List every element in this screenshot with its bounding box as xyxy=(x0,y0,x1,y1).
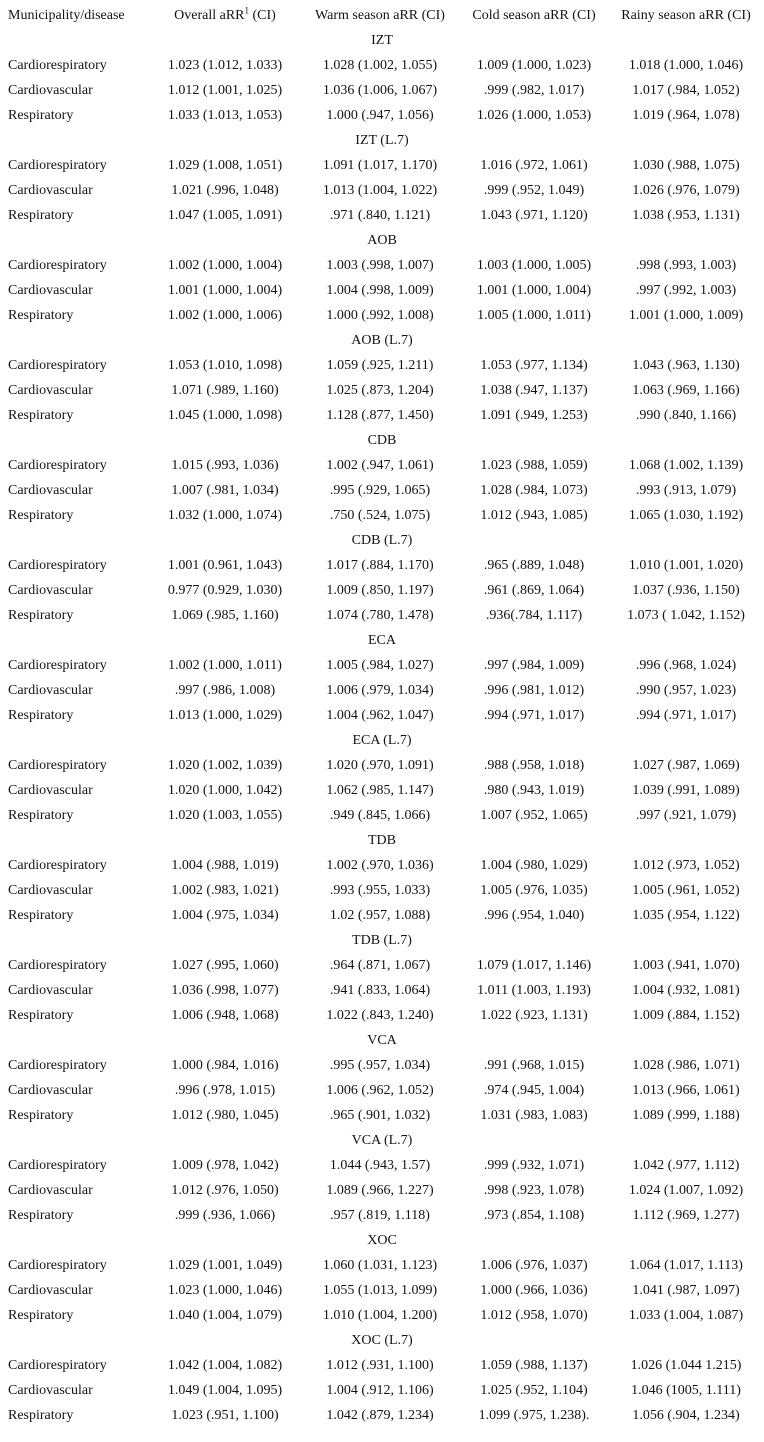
table-body xyxy=(0,28,764,1428)
header-row xyxy=(0,3,764,28)
value-cell: 1.012 (.943, 1.085) xyxy=(480,507,588,523)
section-header: IZT (L.7) xyxy=(355,132,409,148)
disease-cell: Cardiorespiratory xyxy=(8,757,107,773)
value-cell: 1.001 (0.961, 1.043) xyxy=(167,557,283,573)
section-header: CDB xyxy=(367,432,397,448)
value-cell: 1.079 (1.017, 1.146) xyxy=(476,957,592,973)
value-cell: 1.002 (1.000, 1.006) xyxy=(167,307,283,323)
value-cell: 1.003 (.998, 1.007) xyxy=(326,257,434,273)
value-cell: 1.009 (.884, 1.152) xyxy=(632,1007,740,1023)
value-cell: 1.020 (1.000, 1.042) xyxy=(167,782,283,798)
value-cell: 1.026 (1.000, 1.053) xyxy=(476,107,592,123)
value-cell: 1.059 (.988, 1.137) xyxy=(480,1357,588,1373)
disease-cell: Cardiorespiratory xyxy=(8,57,107,73)
value-cell: .996 (.978, 1.015) xyxy=(174,1082,276,1098)
value-cell: 1.044 (.943, 1.57) xyxy=(329,1157,431,1173)
value-cell: .998 (.993, 1.003) xyxy=(635,257,737,273)
value-cell: 1.042 (1.004, 1.082) xyxy=(167,1357,283,1373)
table-row xyxy=(0,1053,764,1078)
value-cell: 1.049 (1.004, 1.095) xyxy=(167,1382,283,1398)
disease-cell: Respiratory xyxy=(8,907,74,923)
disease-cell: Cardiovascular xyxy=(8,1382,93,1398)
disease-cell: Respiratory xyxy=(8,307,74,323)
value-cell: 1.036 (.998, 1.077) xyxy=(171,982,279,998)
value-cell: 1.036 (1.006, 1.067) xyxy=(322,82,438,98)
value-cell: 1.040 (1.004, 1.079) xyxy=(167,1307,283,1323)
table-row xyxy=(0,1303,764,1328)
value-cell: 1.001 (1.000, 1.004) xyxy=(167,282,283,298)
value-cell: 1.037 (.936, 1.150) xyxy=(632,582,740,598)
value-cell: 1.009 (1.000, 1.023) xyxy=(476,57,592,73)
disease-cell: Cardiorespiratory xyxy=(8,357,107,373)
value-cell: 1.091 (.949, 1.253) xyxy=(480,407,588,423)
header-overall-arr-ci: (CI) xyxy=(249,7,276,23)
disease-cell: Cardiovascular xyxy=(8,782,93,798)
value-cell: .996 (.968, 1.024) xyxy=(635,657,737,673)
value-cell: 1.043 (.971, 1.120) xyxy=(480,207,588,223)
value-cell: 1.033 (1.013, 1.053) xyxy=(167,107,283,123)
value-cell: .991 (.968, 1.015) xyxy=(483,1057,585,1073)
value-cell: 1.012 (.973, 1.052) xyxy=(632,857,740,873)
table-row xyxy=(0,953,764,978)
value-cell: 1.030 (.988, 1.075) xyxy=(632,157,740,173)
value-cell: 1.002 (1.000, 1.011) xyxy=(168,657,282,673)
value-cell: 1.023 (1.012, 1.033) xyxy=(167,57,283,73)
table-row xyxy=(0,778,764,803)
value-cell: 1.000 (.966, 1.036) xyxy=(480,1282,588,1298)
value-cell: .997 (.992, 1.003) xyxy=(635,282,737,298)
table-row xyxy=(0,853,764,878)
footnote-marker: 1 xyxy=(244,4,250,15)
value-cell: .964 (.871, 1.067) xyxy=(329,957,431,973)
table-row xyxy=(0,378,764,403)
value-cell: .941 (.833, 1.064) xyxy=(329,982,431,998)
value-cell: 1.046 (1005, 1.111) xyxy=(631,1382,741,1398)
value-cell: .994 (.971, 1.017) xyxy=(635,707,737,723)
table-row xyxy=(0,653,764,678)
table-row xyxy=(0,578,764,603)
value-cell: 1.071 (.989, 1.160) xyxy=(171,382,279,398)
section-row xyxy=(0,1128,764,1153)
value-cell: 1.035 (.954, 1.122) xyxy=(632,907,740,923)
value-cell: 1.004 (.980, 1.029) xyxy=(480,857,588,873)
table-row xyxy=(0,278,764,303)
section-row xyxy=(0,628,764,653)
value-cell: 1.099 (.975, 1.238). xyxy=(478,1407,590,1423)
value-cell: 1.056 (.904, 1.234) xyxy=(632,1407,740,1423)
value-cell: .996 (.981, 1.012) xyxy=(483,682,585,698)
table-row xyxy=(0,603,764,628)
header-cold-season-arr: Cold season aRR (CI) xyxy=(472,7,596,23)
value-cell: 1.003 (.941, 1.070) xyxy=(632,957,740,973)
value-cell: 1.002 (.947, 1.061) xyxy=(326,457,434,473)
disease-cell: Respiratory xyxy=(8,207,74,223)
value-cell: .993 (.955, 1.033) xyxy=(329,882,431,898)
table-row xyxy=(0,803,764,828)
disease-cell: Cardiovascular xyxy=(8,682,93,698)
value-cell: .936(.784, 1.117) xyxy=(485,607,583,623)
value-cell: 1.02 (.957, 1.088) xyxy=(329,907,431,923)
table-row xyxy=(0,303,764,328)
value-cell: .990 (.957, 1.023) xyxy=(635,682,737,698)
section-row xyxy=(0,528,764,553)
disease-cell: Cardiorespiratory xyxy=(8,557,107,573)
value-cell: 1.012 (.958, 1.070) xyxy=(480,1307,588,1323)
value-cell: 1.063 (.969, 1.166) xyxy=(632,382,740,398)
value-cell: 1.018 (1.000, 1.046) xyxy=(628,57,744,73)
value-cell: 1.005 (.961, 1.052) xyxy=(632,882,740,898)
value-cell: 1.003 (1.000, 1.005) xyxy=(476,257,592,273)
disease-cell: Respiratory xyxy=(8,1307,74,1323)
disease-cell: Cardiovascular xyxy=(8,82,93,98)
value-cell: .995 (.929, 1.065) xyxy=(329,482,431,498)
value-cell: 1.038 (.947, 1.137) xyxy=(480,382,588,398)
value-cell: 1.002 (.983, 1.021) xyxy=(171,882,279,898)
section-row xyxy=(0,128,764,153)
value-cell: 1.041 (.987, 1.097) xyxy=(632,1282,740,1298)
disease-cell: Cardiovascular xyxy=(8,882,93,898)
value-cell: .965 (.901, 1.032) xyxy=(329,1107,431,1123)
value-cell: 1.009 (.978, 1.042) xyxy=(171,1157,279,1173)
value-cell: 1.032 (1.000, 1.074) xyxy=(167,507,283,523)
table-row xyxy=(0,353,764,378)
value-cell: 1.074 (.780, 1.478) xyxy=(326,607,434,623)
disease-cell: Cardiorespiratory xyxy=(8,657,107,673)
section-header: ECA (L.7) xyxy=(352,732,412,748)
table-row xyxy=(0,753,764,778)
section-row xyxy=(0,828,764,853)
value-cell: 1.004 (.932, 1.081) xyxy=(632,982,740,998)
value-cell: 1.028 (.986, 1.071) xyxy=(632,1057,740,1073)
value-cell: 1.060 (1.031, 1.123) xyxy=(322,1257,438,1273)
disease-cell: Respiratory xyxy=(8,407,74,423)
table-row xyxy=(0,703,764,728)
value-cell: 1.004 (.975, 1.034) xyxy=(171,907,279,923)
disease-cell: Respiratory xyxy=(8,607,74,623)
value-cell: 1.038 (.953, 1.131) xyxy=(632,207,740,223)
value-cell: 1.059 (.925, 1.211) xyxy=(326,357,434,373)
table-row xyxy=(0,153,764,178)
disease-cell: Respiratory xyxy=(8,507,74,523)
section-header: TDB (L.7) xyxy=(352,932,412,948)
disease-cell: Cardiorespiratory xyxy=(8,1357,107,1373)
value-cell: 1.065 (1.030, 1.192) xyxy=(628,507,744,523)
value-cell: 1.004 (.988, 1.019) xyxy=(171,857,279,873)
value-cell: .994 (.971, 1.017) xyxy=(483,707,585,723)
value-cell: 1.069 (.985, 1.160) xyxy=(171,607,279,623)
value-cell: 1.009 (.850, 1.197) xyxy=(326,582,434,598)
table-row xyxy=(0,1203,764,1228)
value-cell: .997 (.986, 1.008) xyxy=(174,682,276,698)
value-cell: 1.068 (1.002, 1.139) xyxy=(628,457,744,473)
table-row xyxy=(0,178,764,203)
value-cell: 1.042 (.879, 1.234) xyxy=(326,1407,434,1423)
header-warm-season-arr: Warm season aRR (CI) xyxy=(315,7,445,23)
value-cell: 1.005 (1.000, 1.011) xyxy=(477,307,591,323)
value-cell: 1.023 (.988, 1.059) xyxy=(480,457,588,473)
value-cell: 1.001 (1.000, 1.009) xyxy=(628,307,744,323)
section-header: TDB xyxy=(368,832,396,848)
disease-cell: Respiratory xyxy=(8,807,74,823)
section-row xyxy=(0,1328,764,1353)
value-cell: .999 (.932, 1.071) xyxy=(483,1157,585,1173)
value-cell: 1.013 (1.004, 1.022) xyxy=(322,182,438,198)
disease-cell: Cardiovascular xyxy=(8,1182,93,1198)
value-cell: 1.055 (1.013, 1.099) xyxy=(322,1282,438,1298)
value-cell: 1.012 (.931, 1.100) xyxy=(326,1357,434,1373)
value-cell: 0.977 (0.929, 1.030) xyxy=(167,582,283,598)
value-cell: 1.128 (.877, 1.450) xyxy=(326,407,434,423)
value-cell: .990 (.840, 1.166) xyxy=(635,407,737,423)
value-cell: 1.025 (.873, 1.204) xyxy=(326,382,434,398)
section-header: CDB (L.7) xyxy=(351,532,413,548)
section-header: ECA xyxy=(368,632,396,648)
value-cell: 1.091 (1.017, 1.170) xyxy=(322,157,438,173)
disease-cell: Cardiovascular xyxy=(8,182,93,198)
table-row xyxy=(0,478,764,503)
value-cell: .957 (.819, 1.118) xyxy=(330,1207,430,1223)
table-row xyxy=(0,253,764,278)
value-cell: .750 (.524, 1.075) xyxy=(329,507,431,523)
table-row xyxy=(0,553,764,578)
disease-cell: Cardiorespiratory xyxy=(8,1257,107,1273)
value-cell: .961 (.869, 1.064) xyxy=(483,582,585,598)
value-cell: .965 (.889, 1.048) xyxy=(483,557,585,573)
disease-cell: Respiratory xyxy=(8,1407,74,1423)
value-cell: 1.020 (1.003, 1.055) xyxy=(167,807,283,823)
disease-cell: Cardiovascular xyxy=(8,482,93,498)
value-cell: 1.020 (.970, 1.091) xyxy=(326,757,434,773)
section-header: VCA xyxy=(367,1032,397,1048)
value-cell: 1.062 (.985, 1.147) xyxy=(326,782,434,798)
value-cell: 1.005 (.984, 1.027) xyxy=(326,657,434,673)
value-cell: 1.027 (.995, 1.060) xyxy=(171,957,279,973)
disease-cell: Cardiovascular xyxy=(8,382,93,398)
table-row xyxy=(0,453,764,478)
table-row xyxy=(0,878,764,903)
value-cell: 1.020 (1.002, 1.039) xyxy=(167,757,283,773)
table-row xyxy=(0,1003,764,1028)
disease-cell: Cardiorespiratory xyxy=(8,157,107,173)
header-overall-arr xyxy=(150,3,300,28)
section-header: XOC xyxy=(367,1232,397,1248)
value-cell: 1.017 (.984, 1.052) xyxy=(632,82,740,98)
section-header: XOC (L.7) xyxy=(351,1332,413,1348)
value-cell: 1.015 (.993, 1.036) xyxy=(171,457,279,473)
table-row xyxy=(0,1253,764,1278)
value-cell: 1.053 (1.010, 1.098) xyxy=(167,357,283,373)
value-cell: 1.026 (.976, 1.079) xyxy=(632,182,740,198)
value-cell: 1.004 (.998, 1.009) xyxy=(326,282,434,298)
section-row xyxy=(0,28,764,53)
value-cell: 1.053 (.977, 1.134) xyxy=(480,357,588,373)
value-cell: 1.006 (.979, 1.034) xyxy=(326,682,434,698)
section-header: AOB (L.7) xyxy=(351,332,413,348)
table-row xyxy=(0,678,764,703)
table-row xyxy=(0,403,764,428)
section-row xyxy=(0,928,764,953)
value-cell: 1.004 (.962, 1.047) xyxy=(326,707,434,723)
table-row xyxy=(0,203,764,228)
value-cell: 1.011 (1.003, 1.193) xyxy=(477,982,591,998)
disease-cell: Cardiovascular xyxy=(8,582,93,598)
table-row xyxy=(0,78,764,103)
value-cell: 1.033 (1.004, 1.087) xyxy=(628,1307,744,1323)
value-cell: 1.006 (.976, 1.037) xyxy=(480,1257,588,1273)
value-cell: 1.004 (.912, 1.106) xyxy=(326,1382,434,1398)
value-cell: .980 (.943, 1.019) xyxy=(483,782,585,798)
value-cell: 1.013 (1.000, 1.029) xyxy=(167,707,283,723)
value-cell: 1.010 (1.004, 1.200) xyxy=(322,1307,438,1323)
value-cell: 1.006 (.948, 1.068) xyxy=(171,1007,279,1023)
value-cell: 1.039 (.991, 1.089) xyxy=(632,782,740,798)
value-cell: 1.006 (.962, 1.052) xyxy=(326,1082,434,1098)
value-cell: 1.089 (.966, 1.227) xyxy=(326,1182,434,1198)
results-table xyxy=(0,3,764,1428)
value-cell: 1.016 (.972, 1.061) xyxy=(480,157,588,173)
value-cell: 1.013 (.966, 1.061) xyxy=(632,1082,740,1098)
disease-cell: Cardiovascular xyxy=(8,282,93,298)
value-cell: .999 (.936, 1.066) xyxy=(174,1207,276,1223)
table-row xyxy=(0,103,764,128)
table-row xyxy=(0,53,764,78)
value-cell: 1.026 (1.044 1.215) xyxy=(630,1357,742,1373)
section-row xyxy=(0,728,764,753)
value-cell: 1.017 (.884, 1.170) xyxy=(326,557,434,573)
header-municipality-disease: Municipality/disease xyxy=(8,7,125,23)
value-cell: .999 (.952, 1.049) xyxy=(483,182,585,198)
value-cell: 1.029 (1.008, 1.051) xyxy=(167,157,283,173)
disease-cell: Cardiovascular xyxy=(8,1082,93,1098)
value-cell: 1.000 (.992, 1.008) xyxy=(326,307,434,323)
value-cell: 1.010 (1.001, 1.020) xyxy=(628,557,744,573)
value-cell: .971 (.840, 1.121) xyxy=(329,207,431,223)
section-row xyxy=(0,1228,764,1253)
disease-cell: Cardiovascular xyxy=(8,1282,93,1298)
disease-cell: Cardiorespiratory xyxy=(8,457,107,473)
value-cell: 1.024 (1.007, 1.092) xyxy=(628,1182,744,1198)
section-row xyxy=(0,428,764,453)
value-cell: 1.023 (1.000, 1.046) xyxy=(167,1282,283,1298)
value-cell: 1.047 (1.005, 1.091) xyxy=(167,207,283,223)
value-cell: .949 (.845, 1.066) xyxy=(329,807,431,823)
disease-cell: Cardiorespiratory xyxy=(8,857,107,873)
disease-cell: Respiratory xyxy=(8,707,74,723)
section-header: VCA (L.7) xyxy=(351,1132,413,1148)
table-row xyxy=(0,1353,764,1378)
section-header: AOB xyxy=(367,232,397,248)
value-cell: 1.045 (1.000, 1.098) xyxy=(167,407,283,423)
table-row xyxy=(0,1103,764,1128)
disease-cell: Cardiorespiratory xyxy=(8,957,107,973)
table-row xyxy=(0,1278,764,1303)
section-row xyxy=(0,1028,764,1053)
section-header: IZT xyxy=(371,32,393,48)
table-row xyxy=(0,1403,764,1428)
disease-cell: Cardiorespiratory xyxy=(8,1157,107,1173)
value-cell: 1.002 (.970, 1.036) xyxy=(326,857,434,873)
value-cell: 1.005 (.976, 1.035) xyxy=(480,882,588,898)
value-cell: .997 (.921, 1.079) xyxy=(635,807,737,823)
table-row xyxy=(0,1078,764,1103)
value-cell: 1.027 (.987, 1.069) xyxy=(632,757,740,773)
header-rainy-season-arr: Rainy season aRR (CI) xyxy=(621,7,751,23)
disease-cell: Respiratory xyxy=(8,1207,74,1223)
disease-cell: Respiratory xyxy=(8,107,74,123)
value-cell: 1.001 (1.000, 1.004) xyxy=(476,282,592,298)
disease-cell: Cardiorespiratory xyxy=(8,257,107,273)
header-overall-arr-text: Overall aRR xyxy=(174,7,245,23)
value-cell: 1.029 (1.001, 1.049) xyxy=(167,1257,283,1273)
value-cell: 1.022 (.843, 1.240) xyxy=(326,1007,434,1023)
value-cell: 1.043 (.963, 1.130) xyxy=(632,357,740,373)
value-cell: .997 (.984, 1.009) xyxy=(483,657,585,673)
value-cell: 1.012 (.976, 1.050) xyxy=(171,1182,279,1198)
disease-cell: Cardiovascular xyxy=(8,982,93,998)
table-row xyxy=(0,978,764,1003)
disease-cell: Respiratory xyxy=(8,1107,74,1123)
value-cell: 1.028 (1.002, 1.055) xyxy=(322,57,438,73)
value-cell: 1.042 (.977, 1.112) xyxy=(632,1157,740,1173)
value-cell: 1.000 (.984, 1.016) xyxy=(171,1057,279,1073)
value-cell: 1.064 (1.017, 1.113) xyxy=(629,1257,743,1273)
table-header xyxy=(0,3,764,28)
value-cell: 1.021 (.996, 1.048) xyxy=(171,182,279,198)
value-cell: .973 (.854, 1.108) xyxy=(483,1207,585,1223)
value-cell: 1.019 (.964, 1.078) xyxy=(632,107,740,123)
value-cell: 1.007 (.981, 1.034) xyxy=(171,482,279,498)
value-cell: .995 (.957, 1.034) xyxy=(329,1057,431,1073)
value-cell: .996 (.954, 1.040) xyxy=(483,907,585,923)
value-cell: 1.023 (.951, 1.100) xyxy=(171,1407,279,1423)
table-row xyxy=(0,1153,764,1178)
value-cell: 1.025 (.952, 1.104) xyxy=(480,1382,588,1398)
value-cell: .998 (.923, 1.078) xyxy=(483,1182,585,1198)
value-cell: 1.073 ( 1.042, 1.152) xyxy=(627,607,745,623)
value-cell: .993 (.913, 1.079) xyxy=(635,482,737,498)
value-cell: 1.089 (.999, 1.188) xyxy=(632,1107,740,1123)
value-cell: .999 (.982, 1.017) xyxy=(483,82,585,98)
value-cell: 1.112 (.969, 1.277) xyxy=(632,1207,740,1223)
value-cell: 1.022 (.923, 1.131) xyxy=(480,1007,588,1023)
table-row xyxy=(0,1378,764,1403)
table-row xyxy=(0,503,764,528)
value-cell: 1.007 (.952, 1.065) xyxy=(480,807,588,823)
value-cell: .988 (.958, 1.018) xyxy=(483,757,585,773)
value-cell: 1.028 (.984, 1.073) xyxy=(480,482,588,498)
value-cell: 1.031 (.983, 1.083) xyxy=(480,1107,588,1123)
value-cell: 1.000 (.947, 1.056) xyxy=(326,107,434,123)
section-row xyxy=(0,328,764,353)
table-row xyxy=(0,1178,764,1203)
value-cell: 1.002 (1.000, 1.004) xyxy=(167,257,283,273)
value-cell: 1.012 (.980, 1.045) xyxy=(171,1107,279,1123)
value-cell: .974 (.945, 1.004) xyxy=(483,1082,585,1098)
table-row xyxy=(0,903,764,928)
section-row xyxy=(0,228,764,253)
disease-cell: Respiratory xyxy=(8,1007,74,1023)
value-cell: 1.012 (1.001, 1.025) xyxy=(167,82,283,98)
disease-cell: Cardiorespiratory xyxy=(8,1057,107,1073)
